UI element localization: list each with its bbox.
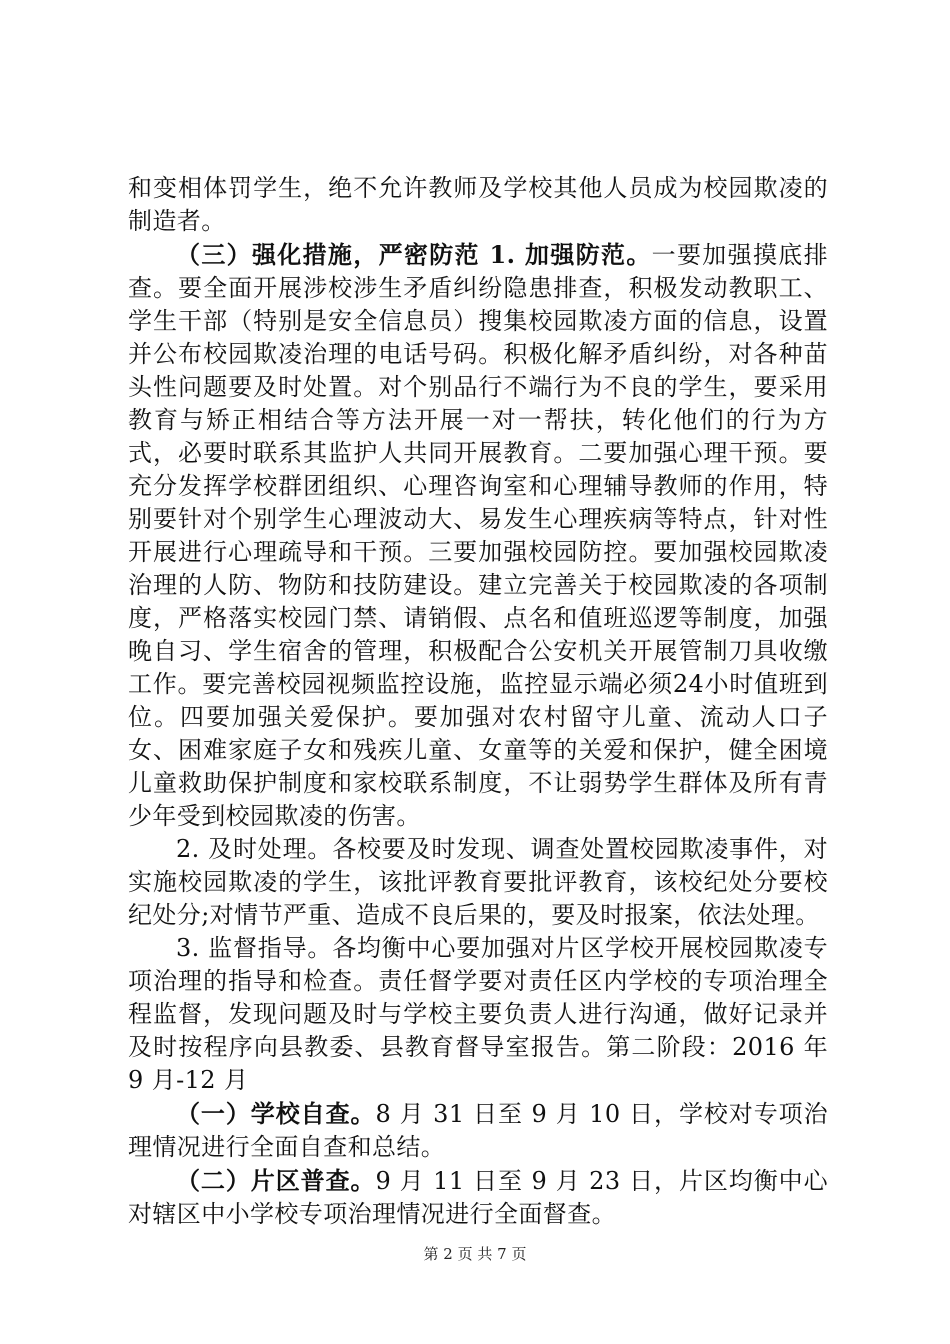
paragraph-text: 2. 及时处理。各校要及时发现、调查处置校园欺凌事件，对实施校园欺凌的学生，该批评教育要批评教育，该校纪处分要校纪处分;对情节严重、造成不良后果的，要及时报案，依法处理。 bbox=[128, 835, 828, 929]
document-body bbox=[128, 172, 828, 1231]
section-heading: （二）片区普查。 bbox=[176, 1166, 376, 1195]
paragraph-text: 3. 监督指导。各均衡中心要加强对片区学校开展校园欺凌专项治理的指导和检查。责任督学要对责任区内学校的专项治理全程监督，发现问题及时与学校主要负责人进行沟通，做好记录并及时按程序向县教委、县教育督导室报告。第二阶段：2016 年 9 月-12 月 bbox=[128, 934, 828, 1094]
section-heading: （一）学校自查。 bbox=[176, 1099, 376, 1128]
paragraph-text: 一要加强摸底排查。要全面开展涉校涉生矛盾纠纷隐患排查，积极发动教职工、学生干部（特别是安全信息员）搜集校园欺凌方面的信息，设置并公布校园欺凌治理的电话号码。积极化解矛盾纠纷，对各种苗头性问题要及时处置。对个别品行不端行为不良的学生，要采用教育与矫正相结合等方法开展一对一帮扶，转化他们的行为方式，必要时联系其监护人共同开展教育。二要加强心理干预。要充分发挥学校群团组织、心理咨询室和心理辅导教师的作用，特别要针对个别学生心理波动大、易发生心理疾病等特点，针对性开展进行心理疏导和干预。三要加强校园防控。要加强校园欺凌治理的人防、物防和技防建设。建立完善关于校园欺凌的各项制度，严格落实校园门禁、请销假、点名和值班巡逻等制度，加强晚自习、学生宿舍的管理，积极配合公安机关开展管制刀具收缴工作。要完善校园视频监控设施，监控显示端必须24小时值班到位。四要加强关爱保护。要加强对农村留守儿童、流动人口子女、困难家庭子女和残疾儿童、女童等的关爱和保护，健全困境儿童救助保护制度和家校联系制度，不让弱势学生群体及所有青少年受到校园欺凌的伤害。 bbox=[128, 241, 828, 830]
section-heading: （三）强化措施，严密防范 1. 加强防范。 bbox=[176, 240, 652, 269]
paragraph-text: 和变相体罚学生，绝不允许教师及学校其他人员成为校园欺凌的制造者。 bbox=[128, 174, 828, 235]
paragraph-4 bbox=[128, 932, 828, 1097]
paragraph-5 bbox=[128, 1097, 828, 1164]
page-footer: 第 2 页 共 7 页 bbox=[423, 1245, 527, 1263]
paragraph-3 bbox=[128, 833, 828, 932]
paragraph-6 bbox=[128, 1164, 828, 1231]
paragraph-1 bbox=[128, 172, 828, 238]
paragraph-2 bbox=[128, 238, 828, 833]
paragraph-text: 9 月 11 日至 9 月 23 日，片区均衡中心对辖区中小学校专项治理情况进行全面督查。 bbox=[128, 1167, 828, 1228]
paragraph-text: 8 月 31 日至 9 月 10 日，学校对专项治理情况进行全面自查和总结。 bbox=[128, 1100, 828, 1161]
